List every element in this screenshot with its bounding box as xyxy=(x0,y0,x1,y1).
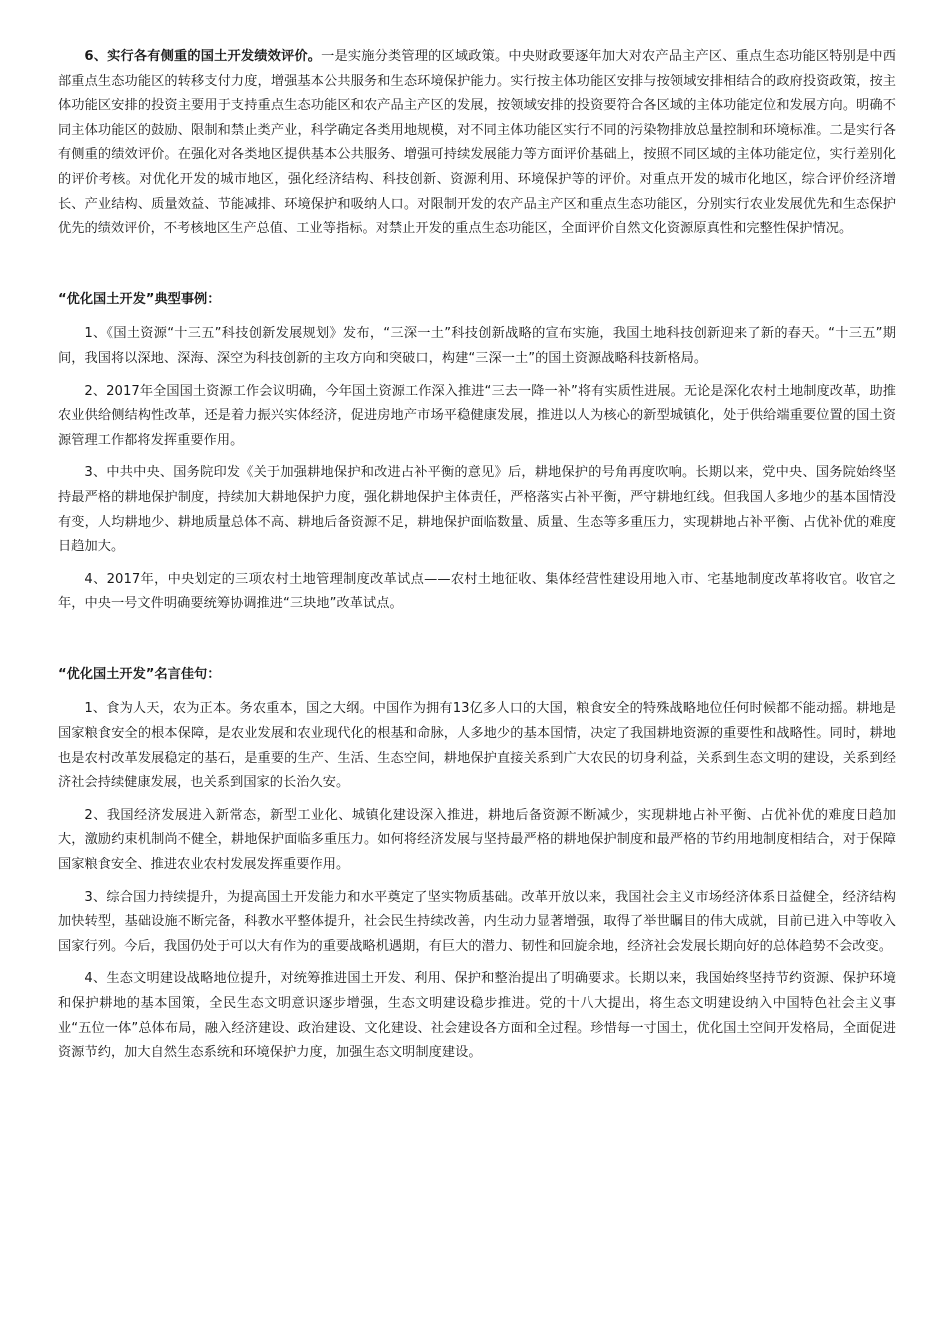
intro-paragraph xyxy=(58,45,896,242)
document-page xyxy=(58,45,896,1074)
quotes-section xyxy=(58,663,896,1066)
quote-item-3: 3、综合国力持续提升，为提高国土开发能力和水平奠定了坚实物质基础。改革开放以来，我国社会主义市场经济体系日益健全，经济结构加快转型，基础设施不断完备，科教水平整体提升，社会民生持续改善，内生动力显著增强，取得了举世瞩目的伟大成就，目前已进入中等收入国家行列。今后，我国仍处于可以大有作为的重要战略机遇期，有巨大的潜力、韧性和回旋余地，经济社会发展长期向好的总体趋势不会改变。 xyxy=(58,889,896,954)
intro-lead: 6、实行各有侧重的国土开发绩效评价。 xyxy=(84,49,322,64)
cases-section xyxy=(58,288,896,617)
quote-item-1: 1、食为人天，农为正本。务农重本，国之大纲。中国作为拥有13亿多人口的大国，粮食安全的特殊战略地位任何时候都不能动摇。耕地是国家粮食安全的根本保障，是农业发展和农业现代化的根基和命脉，人多地少的基本国情，决定了我国耕地资源的重要性和战略性。同时，耕地也是农村改革发展稳定的基石，是重要的生产、生活、生态空间，耕地保护直接关系到广大农民的切身利益，关系到生态文明的建设，关系到经济社会持续健康发展，也关系到国家的长治久安。 xyxy=(58,701,896,791)
case-item-2: 2、2017年全国国土资源工作会议明确，今年国土资源工作深入推进“三去一降一补”将有实质性进展。无论是深化农村土地制度改革，助推农业供给侧结构性改革，还是着力振兴实体经济，促进房地产市场平稳健康发展，推进以人为核心的新型城镇化，处于供给端重要位置的国土资源管理工作都将发挥重要作用。 xyxy=(58,383,896,448)
quote-item-4: 4、生态文明建设战略地位提升，对统筹推进国土开发、利用、保护和整治提出了明确要求。长期以来，我国始终坚持节约资源、保护环境和保护耕地的基本国策，全民生态文明意识逐步增强，生态文明建设稳步推进。党的十八大提出，将生态文明建设纳入中国特色社会主义事业“五位一体”总体布局，融入经济建设、政治建设、文化建设、社会建设各方面和全过程。珍惜每一寸国土，优化国土空间开发格局，全面促进资源节约，加大自然生态系统和环境保护力度，加强生态文明制度建设。 xyxy=(58,971,896,1061)
quote-item-2: 2、我国经济发展进入新常态，新型工业化、城镇化建设深入推进，耕地后备资源不断减少，实现耕地占补平衡、占优补优的难度日趋加大，激励约束机制尚不健全，耕地保护面临多重压力。如何将经济发展与坚持最严格的耕地保护制度和最严格的节约用地制度相结合，对于保障国家粮食安全、推进农业农村发展发挥重要作用。 xyxy=(58,807,896,873)
intro-text: 一是实施分类管理的区域政策。中央财政要逐年加大对农产品主产区、重点生态功能区特别是中西部重点生态功能区的转移支付力度，增强基本公共服务和生态环境保护能力。实行按主体功能区安排与按领域安排相结合的政府投资政策，按主体功能区安排的投资主要用于支持重点生态功能区和农产品主产区的发展，按领域安排的投资要符合各区域的主体功能定位和发展方向。明确不同主体功能区的鼓励、限制和禁止类产业，科学确定各类用地规模，对不同主体功能区实行不同的污染物排放总量控制和环境标准。二是实行各有侧重的绩效评价。在强化对各类地区提供基本公共服务、增强可持续发展能力等方面评价基础上，按照不同区域的主体功能定位，实行差别化的评价考核。对优化开发的城市地区，强化经济结构、科技创新、资源利用、环境保护等的评价。对重点开发的城市化地区，综合评价经济增长、产业结构、质量效益、节能减排、环境保护和吸纳人口。对限制开发的农产品主产区和重点生态功能区，分别实行农业发展优先和生态保护优先的绩效评价，不考核地区生产总值、工业等指标。对禁止开发的重点生态功能区，全面评价自然文化资源原真性和完整性保护情况。 xyxy=(58,49,896,237)
cases-title: “优化国土开发”典型事例： xyxy=(58,291,221,307)
case-item-3: 3、中共中央、国务院印发《关于加强耕地保护和改进占补平衡的意见》后，耕地保护的号角再度吹响。长期以来，党中央、国务院始终坚持最严格的耕地保护制度，持续加大耕地保护力度，强化耕地保护主体责任，严格落实占补平衡，严守耕地红线。但我国人多地少的基本国情没有变，人均耕地少、耕地质量总体不高、耕地后备资源不足，耕地保护面临数量、质量、生态等多重压力，实现耕地占补平衡、占优补优的难度日趋加大。 xyxy=(58,465,896,555)
quotes-title: “优化国土开发”名言佳句： xyxy=(58,666,221,682)
case-item-4: 4、2017年，中央划定的三项农村土地管理制度改革试点——农村土地征收、集体经营性建设用地入市、宅基地制度改革将收官。收官之年，中央一号文件明确要统筹协调推进“三块地”改革试点。 xyxy=(58,571,896,612)
case-item-1: 1、《国土资源“十三五”科技创新发展规划》发布，“三深一土”科技创新战略的宣布实施，我国土地科技创新迎来了新的春天。“十三五”期间，我国将以深地、深海、深空为科技创新的主攻方向和突破口，构建“三深一土”的国土资源战略科技新格局。 xyxy=(58,326,896,366)
